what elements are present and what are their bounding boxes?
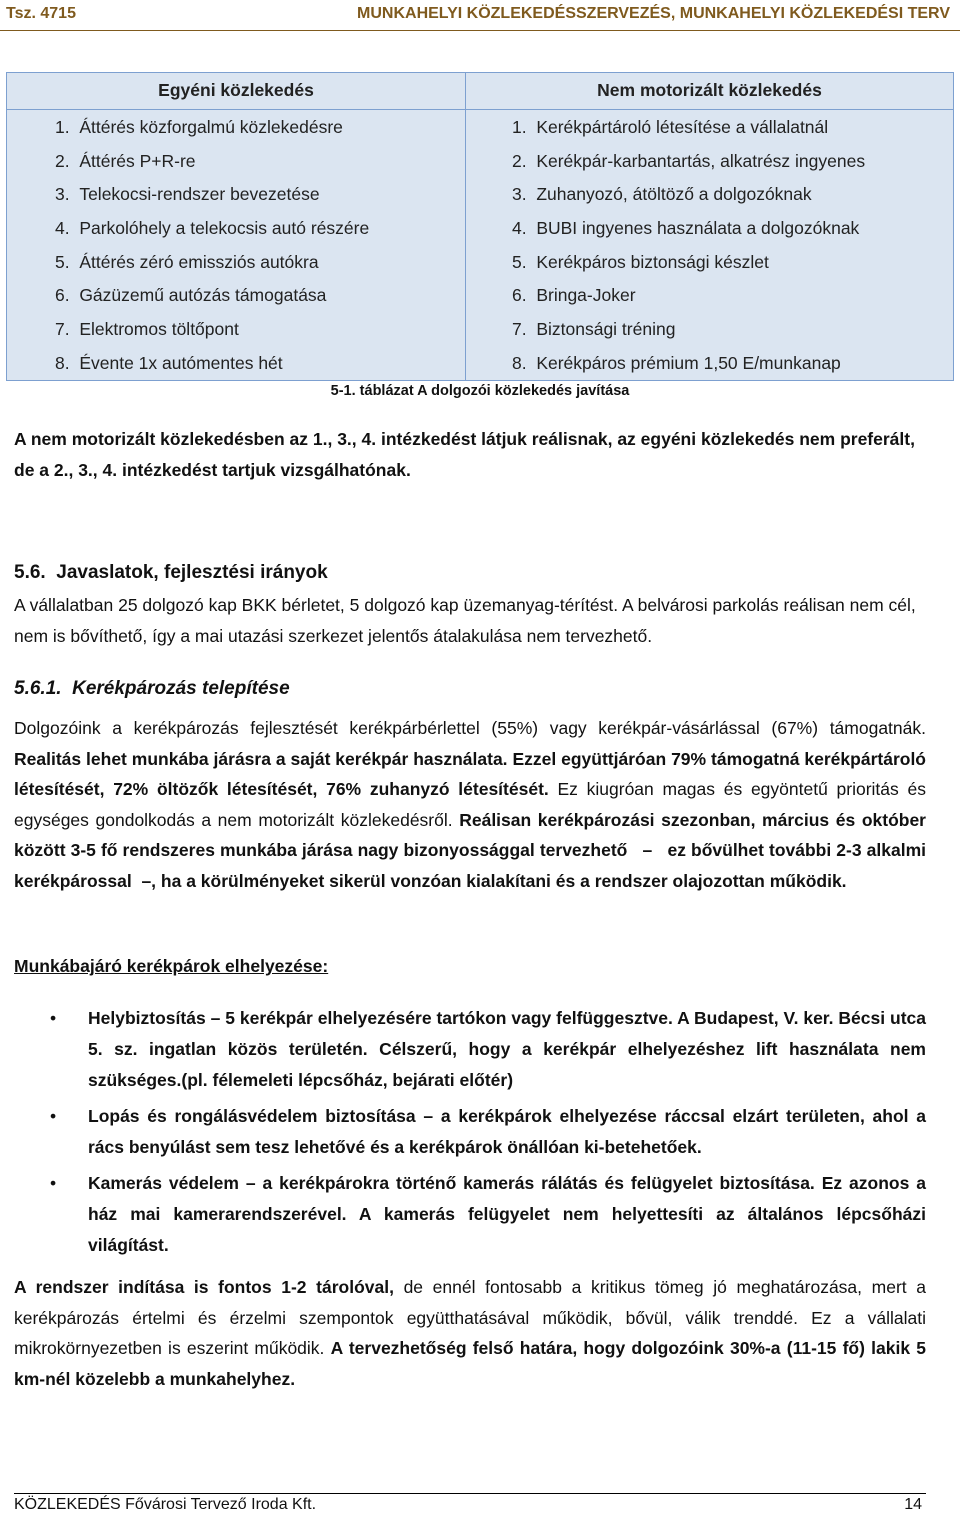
- cycling-paragraph: [14, 713, 926, 896]
- table-header-row: [7, 73, 954, 110]
- section-heading: 5.6. Javaslatok, fejlesztési irányok: [14, 562, 328, 583]
- list-item: 3. Telekocsi-rendszer bevezetése: [55, 184, 320, 205]
- bullet-icon: •: [50, 1106, 57, 1126]
- list-item: 6. Bringa-Joker: [512, 285, 636, 306]
- measures-table: [6, 72, 954, 381]
- cycling-text-4: Reálisan kerékpározási szezonban, március és október között 3-5 fő rendszeres munkába járása nagy bizonyossággal tervezhető – ez bővülhet további 2-3 alkalmi kerékpárossal –, ha a körülményeket sikerül vonzóan kialakítani és a rendszer olajozottan működik.: [14, 809, 926, 891]
- cycling-text-1: Dolgozóink a kerékpározás fejlesztését kerékpárbérlettel (55%) vagy kerékpár-vásárlással (67%) támogatnák.: [14, 718, 926, 738]
- cycling-text-2: Realitás lehet munkába járásra a saját kerékpár használata. Ezzel együttjáróan 79% támogatná kerékpártároló létesítését, 72% öltözők létesítését, 76% zuhanyzó létesítését.: [14, 748, 926, 799]
- final-text-3: A tervezhetőség felső határa, hogy dolgozóink 30%-a (11-15 fő) lakik 5 km-nél közelebb a munkahelyhez.: [14, 1338, 927, 1389]
- list-item: 6. Gázüzemű autózás támogatása: [55, 285, 327, 306]
- list-item: 4. BUBI ingyenes használata a dolgozóknak: [512, 218, 860, 239]
- list-item: [44, 1168, 926, 1261]
- bullet-text: Helybiztosítás – 5 kerékpár elhelyezésére tartókon vagy felfüggesztve. A Budapest, V. ker. Bécsi utca 5. sz. ingatlan közös területén. Célszerű, hogy a kerékpár elhelyezéshez lift használata nem szükséges.(pl. félemeleti lépcsőház, bejárati előtér): [88, 1008, 926, 1090]
- placement-list: [44, 1003, 926, 1266]
- footer-rule: [14, 1493, 926, 1494]
- placement-heading: Munkábajáró kerékpárok elhelyezése:: [14, 956, 329, 976]
- list-item: [44, 1101, 926, 1163]
- final-paragraph: [14, 1272, 926, 1394]
- page-header: [0, 0, 960, 32]
- subsection-heading: 5.6.1. Kerékpározás telepítése: [14, 678, 290, 699]
- list-item: 3. Zuhanyozó, átöltöző a dolgozóknak: [512, 184, 812, 205]
- list-item: 2. Áttérés P+R-re: [55, 150, 196, 171]
- list-item: 5. Kerékpáros biztonsági készlet: [512, 251, 769, 272]
- bullet-icon: •: [50, 1008, 57, 1028]
- individual-transport-list: [15, 110, 465, 380]
- col2-cell: [466, 110, 954, 381]
- document-title: MUNKAHELYI KÖZLEKEDÉSSZERVEZÉS, MUNKAHELYI KÖZLEKEDÉSI TERV: [357, 5, 950, 22]
- header-rule: [0, 30, 960, 31]
- list-item: 8. Kerékpáros prémium 1,50 E/munkanap: [512, 352, 841, 373]
- cycling-text-3: Ez kiugróan magas és egyöntetű prioritás és egységes gondolkodás a nem motorizált közlekedésről.: [14, 779, 926, 830]
- final-text-2: de ennél fontosabb a kritikus tömeg jó meghatározása, mert a kerékpározás értelmi és érzelmi szempontok együtthatásával működik, bővül, válik trenddé. Ez a vállalati mikrokörnyezetben is eszerint működik.: [14, 1277, 926, 1358]
- table-body-row: [7, 110, 954, 381]
- col2-header: Nem motorizált közlekedés: [466, 73, 954, 110]
- col1-header: Egyéni közlekedés: [7, 73, 466, 110]
- bullet-text: Kamerás védelem – a kerékpárokra történő kamerás rálátás és felügyelet biztosítása. Ez azonos a ház mai kamerarendszerével. A kamerás felügyelet nem helyettesíti az általános lépcsőházi világítást.: [88, 1173, 926, 1255]
- bullet-text: Lopás és rongálásvédelem biztosítása – a kerékpárok elhelyezése ráccsal elzárt területen, ahol a rács benyúlást sem tesz lehetővé és a kerékpárok önállóan ki-betehetőek.: [88, 1106, 926, 1157]
- list-item: 8. Évente 1x autómentes hét: [55, 352, 283, 373]
- page-number: 14: [904, 1496, 922, 1513]
- list-item: 5. Áttérés zéró emissziós autókra: [55, 251, 319, 272]
- list-item: [44, 1003, 926, 1096]
- non-motorized-list: [474, 110, 953, 380]
- list-item: 4. Parkolóhely a telekocsis autó részére: [55, 218, 370, 239]
- summary-paragraph: A nem motorizált közlekedésben az 1., 3., 4. intézkedést látjuk reálisnak, az egyéni közlekedés nem preferált, de a 2., 3., 4. intézkedést tartjuk vizsgálhatónak.: [14, 429, 915, 480]
- list-item: 7. Elektromos töltőpont: [55, 319, 239, 340]
- bullet-icon: •: [50, 1173, 57, 1193]
- table-caption: 5-1. táblázat A dolgozói közlekedés javítása: [330, 383, 630, 399]
- document-number: Tsz. 4715: [6, 5, 76, 22]
- list-item: 1. Kerékpártároló létesítése a vállalatnál: [512, 117, 829, 137]
- col1-cell: [7, 110, 466, 381]
- list-item: 2. Kerékpár-karbantartás, alkatrész ingyenes: [512, 150, 866, 171]
- final-text-1: A rendszer indítása is fontos 1-2 tárolóval,: [14, 1277, 394, 1297]
- section-paragraph: A vállalatban 25 dolgozó kap BKK bérletet, 5 dolgozó kap üzemanyag-térítést. A belvárosi parkolás reálisan nem cél, nem is bővíthető, így a mai utazási szerkezet jelentős átalakulása nem tervezhető.: [14, 595, 916, 646]
- footer-company: KÖZLEKEDÉS Fővárosi Tervező Iroda Kft.: [14, 1496, 317, 1513]
- list-item: 7. Biztonsági tréning: [512, 319, 676, 340]
- list-item: 1. Áttérés közforgalmú közlekedésre: [55, 117, 343, 137]
